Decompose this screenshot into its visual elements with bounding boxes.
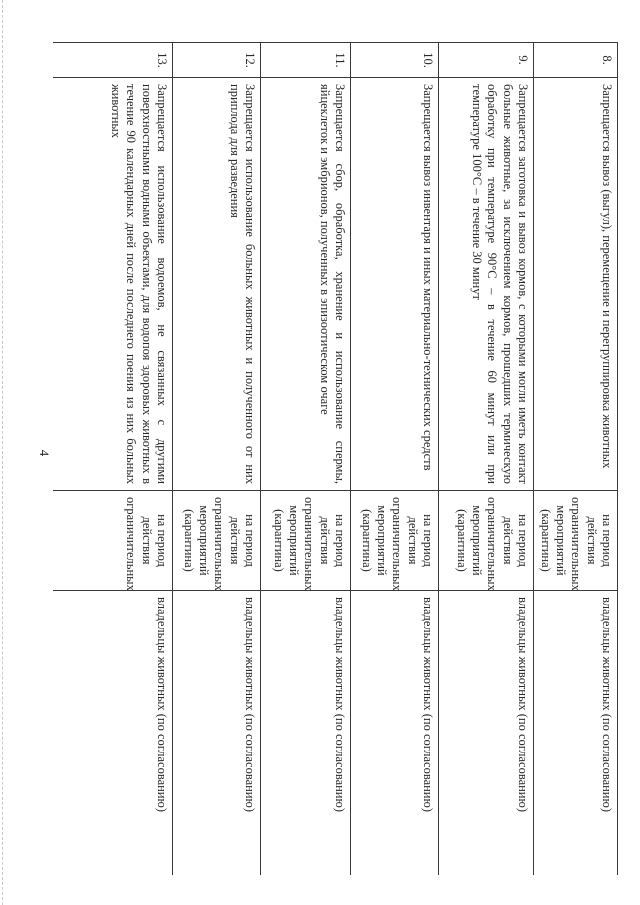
measure-text: Запрещается вывоз (выгул), перемещение и перегруппировка животных (534, 78, 618, 491)
page-number: 4 (37, 449, 52, 457)
page-edge-divider (2, 0, 3, 905)
row-number: 8. (534, 43, 618, 78)
measure-text: Запрещается вывоз инвентаря и иных материально-технических средств (351, 78, 439, 491)
period-text: на период действия ограничительных мероприятий (карантина) (182, 497, 257, 591)
measure-text: Запрещается заготовка и вывоз кормов, с которыми могли иметь контакт больные животные, за исключением кормов, прошедших термическую обработку при температуре 90°С – в течение 60 минут или при температуре 100°С – в течение 30 минут (439, 78, 534, 491)
table-area (53, 42, 618, 875)
table-row (173, 43, 261, 876)
measure-text: Запрещается сбор, обработка, хранение и использование спермы, яйцеклеток и эмбрионов, полученных в эпизоотическом очаге (261, 78, 351, 491)
period-text: на период действия ограничительных мероприятий (карантина) (539, 497, 614, 591)
responsible-text: владельцы животных (по согласованию) (173, 591, 261, 876)
measure-text: Запрещается использование водоемов, не связанных с другими поверхностными водными объектами, для водопоя здоровых животных в течение 90 календарных дней после последнего поения из них больных животных (53, 78, 173, 491)
period-text: на период действия ограничительных мероприятий (карантина) (455, 497, 530, 591)
period-cell (261, 491, 351, 591)
table-row (53, 43, 173, 876)
rotated-table-container (53, 42, 618, 875)
responsible-text: владельцы животных (по согласованию) (53, 591, 173, 876)
table-row (261, 43, 351, 876)
period-text: на период действия ограничительных (124, 497, 169, 591)
period-cell (439, 491, 534, 591)
responsible-text: владельцы животных (по согласованию) (351, 591, 439, 876)
responsible-text: владельцы животных (по согласованию) (534, 591, 618, 876)
responsible-text: владельцы животных (по согласованию) (439, 591, 534, 876)
period-text: на период действия ограничительных мероприятий (карантина) (272, 497, 347, 591)
period-cell (534, 491, 618, 591)
responsible-text: владельцы животных (по согласованию) (261, 591, 351, 876)
table-row (351, 43, 439, 876)
row-number: 10. (351, 43, 439, 78)
restrictions-table (53, 42, 618, 875)
period-cell (351, 491, 439, 591)
period-text: на период действия ограничительных мероприятий (карантина) (360, 497, 435, 591)
period-cell (53, 491, 173, 591)
measure-text: Запрещается использование больных животных и полученного от них приплода для разведения (173, 78, 261, 491)
table-row (439, 43, 534, 876)
table-row (534, 43, 618, 876)
row-number: 11. (261, 43, 351, 78)
period-cell (173, 491, 261, 591)
row-number: 12. (173, 43, 261, 78)
row-number: 13. (53, 43, 173, 78)
row-number: 9. (439, 43, 534, 78)
